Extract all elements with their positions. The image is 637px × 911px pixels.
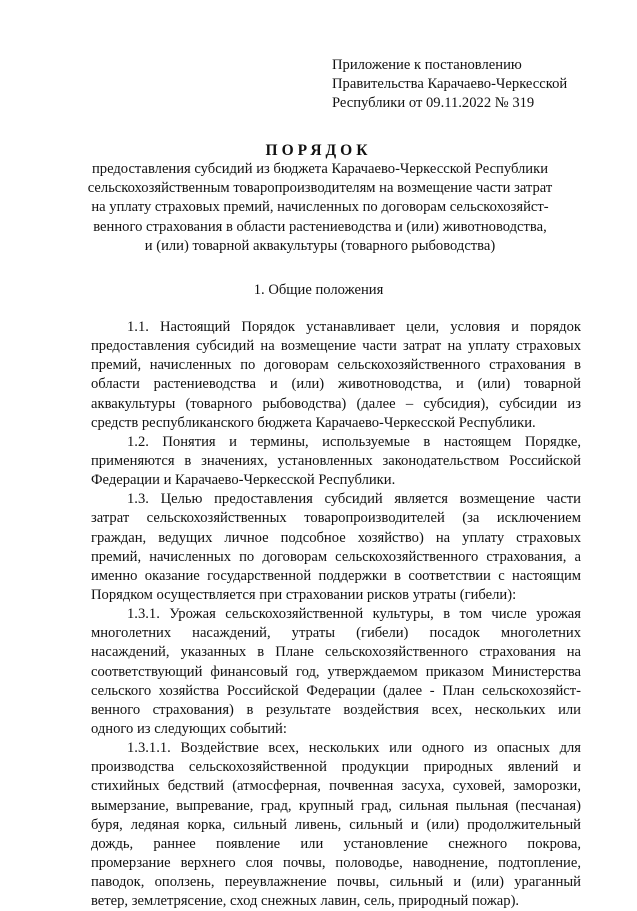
document-subtitle bbox=[60, 160, 580, 256]
document-body bbox=[91, 318, 581, 911]
paragraph-1-3-1 bbox=[91, 605, 581, 739]
paragraph-1-3-1-1 bbox=[91, 739, 581, 911]
text-line: именно оказание государственной поддержки в соответствии с настоящим bbox=[91, 567, 581, 584]
subtitle-line: и (или) товарной аквакультуры (товарного рыбоводства) bbox=[144, 237, 496, 254]
text-line: затрат сельскохозяйственных товаропроизводителей (за исключением bbox=[91, 510, 581, 527]
annex-line: Правительства Карачаево-Черкесской bbox=[332, 76, 568, 92]
text-line: премий, начисленных по договорам сельскохозяйственного страхования в bbox=[91, 357, 581, 374]
text-line: 1.1. Настоящий Порядок устанавливает цели, условия и порядок bbox=[127, 319, 581, 335]
text-line: 1.3.1. Урожая сельскохозяйственной культуры, в том числе урожая bbox=[127, 606, 581, 623]
paragraph-1-3 bbox=[91, 490, 581, 605]
text-line: 1.3. Целью предоставления субсидий является возмещение части bbox=[127, 491, 581, 508]
text-line: сельского хозяйства Российской Федерации (далее - План сельскохозяйст- bbox=[91, 682, 581, 699]
text-line: ветер, землетрясение, сход снежных лавин, сель, природный пожар). bbox=[91, 893, 520, 910]
paragraph-1-1 bbox=[91, 318, 581, 433]
subtitle-line: венного страхования в области растениеводства и (или) животноводства, bbox=[93, 218, 547, 235]
text-line: применяются в значениях, установленных законодательством Российской bbox=[91, 452, 581, 469]
text-line: аквакультуры (товарного рыбоводства) (далее – субсидия), субсидии из bbox=[91, 395, 581, 412]
text-line: премий, начисленных по договорам сельскохозяйственного страхования, а bbox=[91, 548, 581, 565]
text-line: вымерзание, выпревание, град, крупный град, сильная пыльная (песчаная) bbox=[91, 797, 581, 814]
text-line: стихийных бедствий (атмосферная, почвенная засуха, суховей, заморозки, bbox=[91, 778, 581, 795]
document-title: ПОРЯДОК bbox=[265, 142, 372, 159]
text-line: одного из следующих событий: bbox=[91, 720, 287, 737]
paragraph-1-2 bbox=[91, 433, 581, 490]
text-line: венного страхования) в результате воздействия всех, нескольких или bbox=[91, 701, 581, 718]
text-line: граждан, ведущих личное подсобное хозяйство) на уплату страховых bbox=[91, 529, 581, 546]
text-line: насаждений, указанных в Плане сельскохозяйственного страхования на bbox=[91, 644, 581, 661]
text-line: буря, ледяная корка, сильный ливень, сильный и (или) продолжительный bbox=[91, 816, 581, 833]
text-line: 1.2. Понятия и термины, используемые в настоящем Порядке, bbox=[127, 433, 581, 450]
text-line: паводок, оползень, переувлажнение почвы, сильный и (или) ураганный bbox=[91, 874, 581, 891]
annex-line: Республики от 09.11.2022 № 319 bbox=[332, 95, 535, 111]
text-line: области растениеводства и (или) животноводства, и (или) товарной bbox=[91, 376, 581, 393]
text-line: производства сельскохозяйственной продукции природных явлений и bbox=[91, 759, 581, 776]
text-line: 1.3.1.1. Воздействие всех, нескольких или одного из опасных для bbox=[127, 740, 581, 757]
annex-header bbox=[332, 56, 602, 113]
subtitle-line: сельскохозяйственным товаропроизводителям на возмещение части затрат bbox=[87, 180, 553, 197]
text-line: Порядком осуществляется при страховании рисков утраты (гибели): bbox=[91, 586, 517, 603]
text-line: предоставления субсидий на возмещение части затрат на уплату страховых bbox=[91, 338, 581, 355]
section-heading: 1. Общие положения bbox=[253, 282, 384, 298]
text-line: соответствующий финансовый год, утверждаемом приказом Министерства bbox=[91, 663, 581, 680]
text-line: дождь, раннее появление или установление снежного покрова, bbox=[91, 835, 581, 852]
subtitle-line: на уплату страховых премий, начисленных по договорам сельскохозяйст- bbox=[91, 199, 549, 216]
text-line: многолетних насаждений, утраты (гибели) посадок многолетних bbox=[91, 625, 581, 642]
annex-line: Приложение к постановлению bbox=[332, 57, 522, 73]
text-line: промерзание верхнего слоя почвы, половодье, наводнение, подтопление, bbox=[91, 854, 581, 871]
subtitle-line: предоставления субсидий из бюджета Карачаево-Черкесской Республики bbox=[91, 161, 549, 177]
text-line: Федерации и Карачаево-Черкесской Республики. bbox=[91, 472, 396, 489]
text-line: средств республиканского бюджета Карачаево-Черкесской Республики. bbox=[91, 414, 536, 431]
